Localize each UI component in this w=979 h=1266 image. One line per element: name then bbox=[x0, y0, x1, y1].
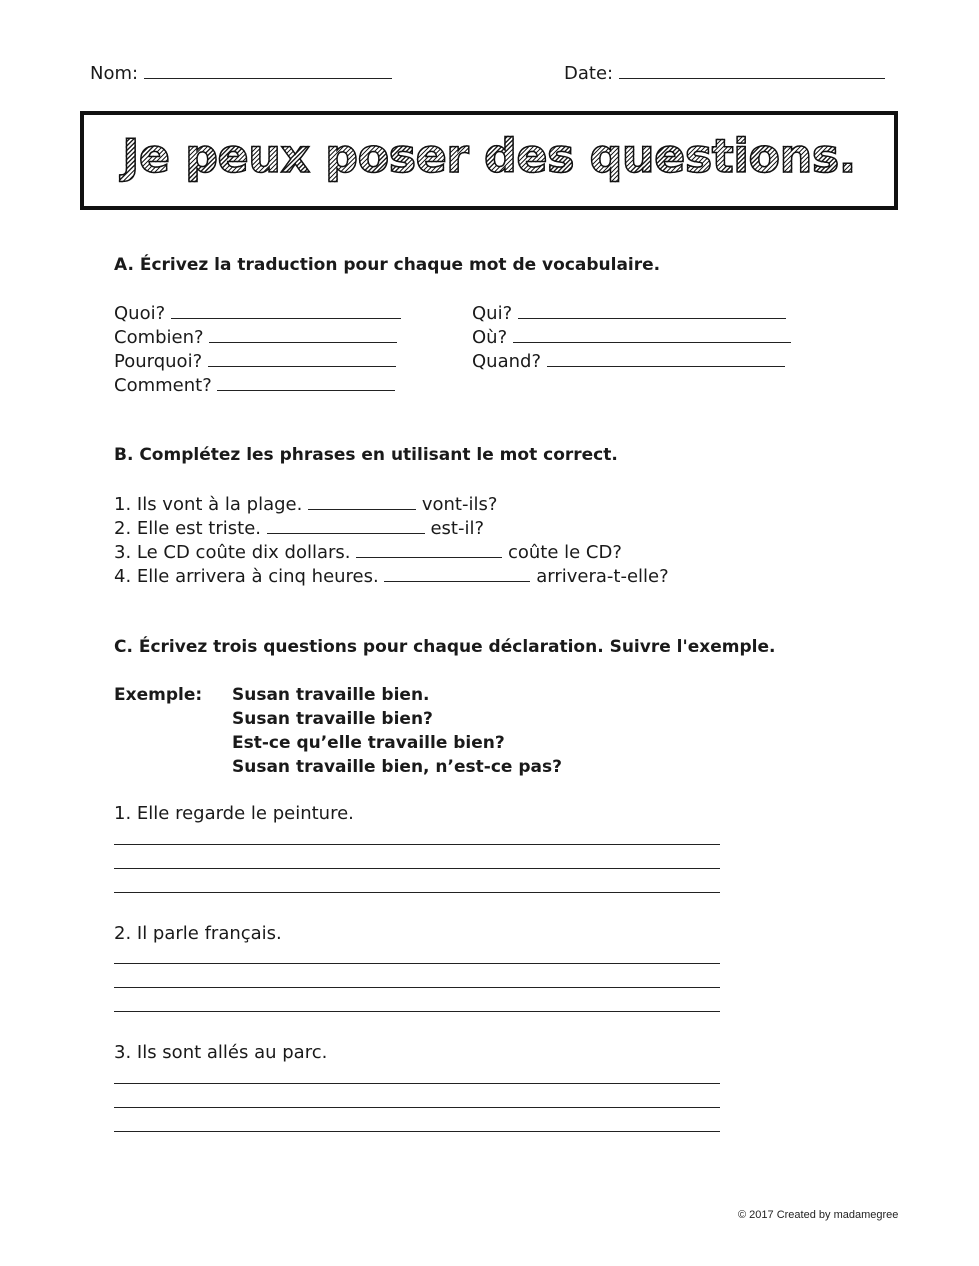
section-a-heading: A. Écrivez la traduction pour chaque mot de vocabulaire. bbox=[114, 255, 661, 275]
date-line[interactable] bbox=[564, 61, 885, 86]
vocab-blank[interactable] bbox=[209, 325, 397, 343]
vocab-word: Comment? bbox=[114, 375, 212, 396]
answer-line[interactable] bbox=[114, 1011, 720, 1012]
answer-line[interactable] bbox=[114, 892, 720, 893]
answer-line[interactable] bbox=[114, 868, 720, 869]
example-line: Est-ce qu’elle travaille bien? bbox=[232, 733, 505, 753]
sentence-text: 4. Elle arrivera à cinq heures. bbox=[114, 566, 379, 587]
vocab-item bbox=[472, 301, 786, 326]
footer-text: 2017 Created by madamegree bbox=[749, 1209, 899, 1221]
section-b-heading: B. Complétez les phrases en utilisant le mot correct. bbox=[114, 445, 618, 465]
vocab-word: Pourquoi? bbox=[114, 351, 203, 372]
vocab-word: Où? bbox=[472, 327, 508, 348]
answer-line[interactable] bbox=[114, 1131, 720, 1132]
example-line: Susan travaille bien, n’est-ce pas? bbox=[232, 757, 562, 777]
answer-line[interactable] bbox=[114, 963, 720, 964]
vocab-blank[interactable] bbox=[171, 301, 401, 319]
vocab-item bbox=[114, 301, 401, 326]
sentence-item bbox=[114, 492, 497, 517]
sentence-text: 3. Le CD coûte dix dollars. bbox=[114, 542, 351, 563]
vocab-blank[interactable] bbox=[518, 301, 786, 319]
answer-line[interactable] bbox=[114, 844, 720, 845]
vocab-word: Qui? bbox=[472, 303, 513, 324]
name-line[interactable] bbox=[90, 61, 392, 86]
vocab-word: Quoi? bbox=[114, 303, 166, 324]
vocab-item bbox=[472, 325, 791, 350]
prompt-2: 2. Il parle français. bbox=[114, 923, 282, 944]
answer-line[interactable] bbox=[114, 1083, 720, 1084]
sentence-end: est-il? bbox=[430, 518, 485, 539]
name-blank[interactable] bbox=[144, 61, 392, 79]
vocab-item bbox=[114, 349, 396, 374]
title-box bbox=[80, 111, 898, 210]
vocab-word: Quand? bbox=[472, 351, 541, 372]
section-c-heading: C. Écrivez trois questions pour chaque déclaration. Suivre l'exemple. bbox=[114, 637, 776, 657]
example-label: Exemple: bbox=[114, 685, 203, 705]
answer-line[interactable] bbox=[114, 1107, 720, 1108]
example-line: Susan travaille bien? bbox=[232, 709, 433, 729]
sentence-end: arrivera-t-elle? bbox=[536, 566, 669, 587]
name-label: Nom: bbox=[90, 63, 139, 84]
vocab-word: Combien? bbox=[114, 327, 204, 348]
vocab-blank[interactable] bbox=[547, 349, 785, 367]
sentence-end: coûte le CD? bbox=[507, 542, 622, 563]
answer-line[interactable] bbox=[114, 987, 720, 988]
sentence-text: 1. Ils vont à la plage. bbox=[114, 494, 303, 515]
copyright-icon: © bbox=[738, 1209, 747, 1221]
vocab-blank[interactable] bbox=[217, 373, 395, 391]
sentence-text: 2. Elle est triste. bbox=[114, 518, 261, 539]
sentence-blank[interactable] bbox=[267, 516, 425, 534]
date-label: Date: bbox=[564, 63, 614, 84]
prompt-3: 3. Ils sont allés au parc. bbox=[114, 1042, 328, 1063]
sentence-item bbox=[114, 564, 669, 589]
vocab-item bbox=[114, 325, 397, 350]
vocab-item bbox=[114, 373, 395, 398]
vocab-blank[interactable] bbox=[513, 325, 791, 343]
footer bbox=[738, 1209, 898, 1221]
vocab-item bbox=[472, 349, 785, 374]
sentence-end: vont-ils? bbox=[421, 494, 498, 515]
sentence-item bbox=[114, 516, 484, 541]
vocab-blank[interactable] bbox=[208, 349, 396, 367]
date-blank[interactable] bbox=[619, 61, 885, 79]
sentence-blank[interactable] bbox=[384, 564, 530, 582]
page-title: Je peux poser des questions. bbox=[84, 129, 894, 183]
sentence-blank[interactable] bbox=[356, 540, 502, 558]
sentence-blank[interactable] bbox=[308, 492, 416, 510]
sentence-item bbox=[114, 540, 622, 565]
example-line: Susan travaille bien. bbox=[232, 685, 430, 705]
prompt-1: 1. Elle regarde le peinture. bbox=[114, 803, 354, 824]
